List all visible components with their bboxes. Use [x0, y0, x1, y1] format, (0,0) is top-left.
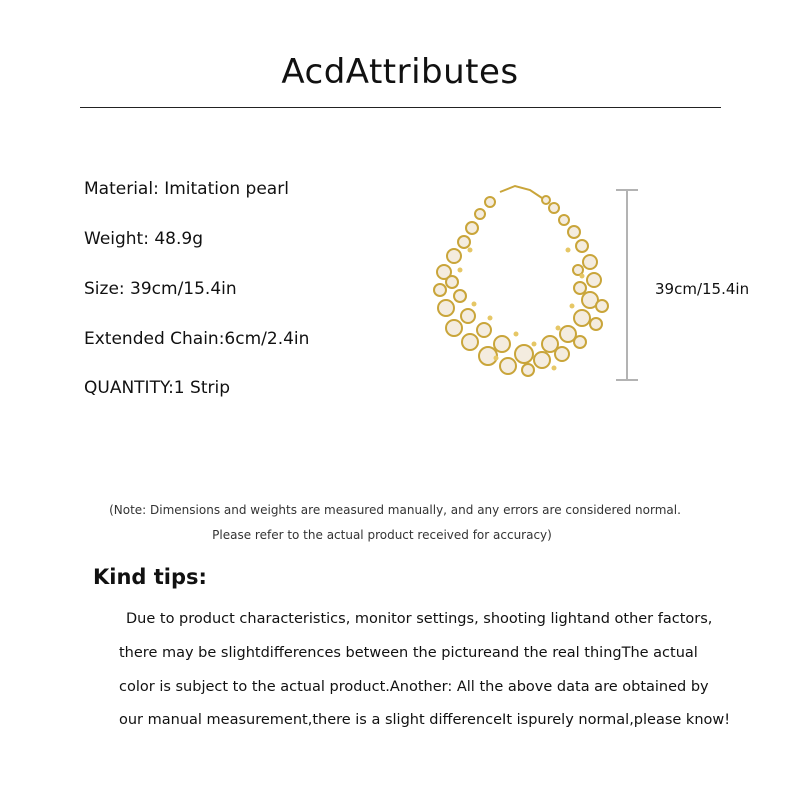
tip-line: color is subject to the actual product.Another: All the above data are obtained by — [119, 679, 709, 695]
height-dimension-line — [612, 188, 642, 382]
note-line-2: Please refer to the actual product received for accuracy) — [212, 528, 552, 542]
title-divider — [80, 107, 721, 108]
attribute-extended-chain: Extended Chain:6cm/2.4in — [84, 329, 310, 349]
pearl-necklace-image — [430, 184, 610, 379]
tip-line: there may be slightdifferences between the pictureand the real thingThe actual — [119, 645, 698, 661]
attribute-quantity: QUANTITY:1 Strip — [84, 378, 230, 398]
tip-line: Due to product characteristics, monitor settings, shooting lightand other factors, — [126, 611, 713, 627]
attribute-weight: Weight: 48.9g — [84, 229, 203, 249]
kind-tips-heading: Kind tips: — [93, 565, 207, 589]
tip-line: our manual measurement,there is a slight differenceIt ispurely normal,please know! — [119, 712, 731, 728]
attribute-size: Size: 39cm/15.4in — [84, 279, 237, 299]
note-line-1: (Note: Dimensions and weights are measured manually, and any errors are considered normal. — [109, 503, 681, 517]
attribute-material: Material: Imitation pearl — [84, 179, 289, 199]
dimension-label: 39cm/15.4in — [655, 280, 750, 298]
page-title: AcdAttributes — [281, 52, 519, 92]
